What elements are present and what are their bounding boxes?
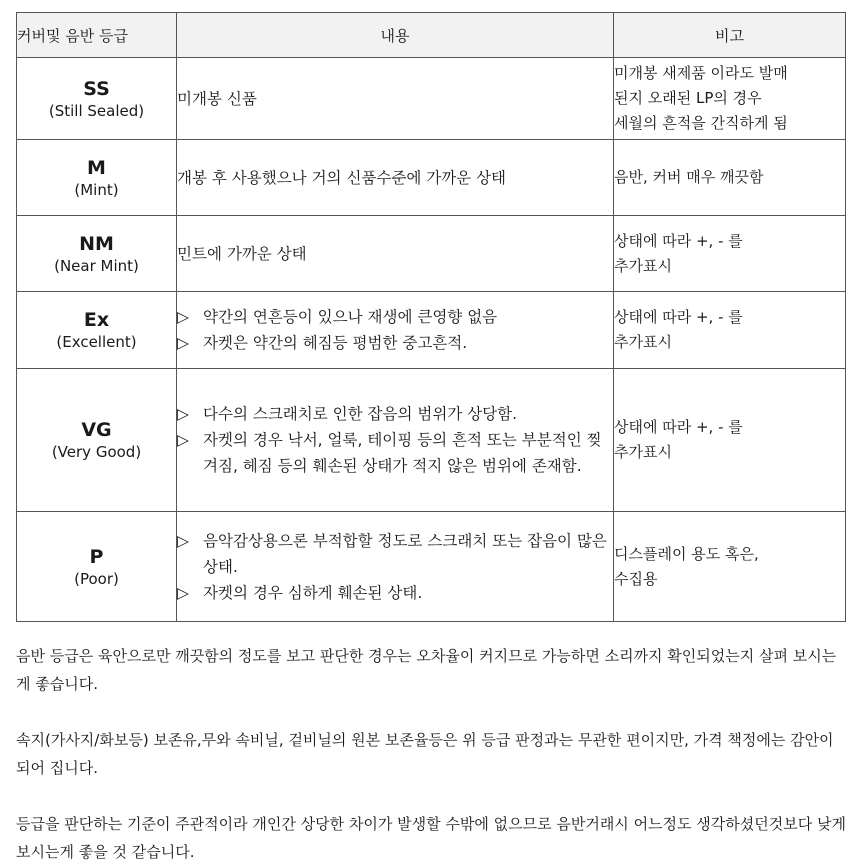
content-item [177,304,613,330]
header-content: 내용 [177,13,614,58]
grade-cell [17,512,177,622]
content-cell [177,369,614,512]
note-line: 추가표시 [614,256,672,275]
content-text: 민트에 가까운 상태 [177,244,307,263]
content-item [177,241,613,267]
triangle-bullet-icon: ▷ [177,431,189,449]
table-row [17,369,846,512]
grade-full-name: (Poor) [74,569,119,588]
table-row [17,292,846,369]
content-cell [177,512,614,622]
content-item [177,401,613,427]
paragraph-grading-note: 음반 등급은 육안으로만 깨끗함의 정도를 보고 판단한 경우는 오차율이 커지므로 가능하면 소리까지 확인되었는지 살펴 보시는게 좋습니다. [16,647,837,693]
grade-cell [17,140,177,216]
note-line: 상태에 따라 +, - 를 [614,308,743,326]
grade-cell [17,216,177,292]
note-line: 수집용 [614,569,658,588]
paragraph-subjectivity-note: 등급을 판단하는 기준이 주관적이라 개인간 상당한 차이가 발생할 수밖에 없으므로 음반거래시 어느정도 생각하셨던것보다 낮게 보시는게 좋을 것 같습니다. [16,815,846,861]
content-text: 개봉 후 사용했으나 거의 신품수준에 가까운 상태 [177,168,507,187]
grade-code: M [87,156,106,179]
note-line: 미개봉 새제품 이라도 발매 [614,64,788,82]
note-line: 세월의 흔적을 간직하게 됨 [614,114,788,132]
triangle-bullet-icon: ▷ [177,405,189,423]
table-row [17,216,846,292]
table-row [17,140,846,216]
content-item [177,580,613,606]
grade-code: VG [81,419,112,441]
grade-full-name: (Still Sealed) [48,101,145,120]
content-item [177,427,613,479]
note-line: 된지 오래된 LP의 경우 [614,89,762,107]
content-cell [177,216,614,292]
note-line: 상태에 따라 +, - 를 [614,418,743,436]
content-text: 자켓은 약간의 헤짐등 평범한 중고흔적. [203,334,468,352]
triangle-bullet-icon: ▷ [177,531,189,550]
content-item [177,86,613,112]
paragraph-inserts-note: 속지(가사지/화보등) 보존유,무와 속비닐, 겉비닐의 원본 보존율등은 위 등급 판정과는 무관한 편이지만, 가격 책정에는 감안이 되어 집니다. [16,731,834,777]
content-cell [177,58,614,140]
grade-full-name: (Mint) [74,180,119,199]
content-item [177,330,613,356]
table-row [17,512,846,622]
content-cell [177,140,614,216]
grade-full-name: (Excellent) [56,333,137,351]
table-row [17,58,846,140]
note-line: 추가표시 [614,333,672,351]
content-item [177,528,613,580]
triangle-bullet-icon: ▷ [177,308,189,326]
note-line: 추가표시 [614,443,672,461]
triangle-bullet-icon: ▷ [177,334,189,352]
grade-full-name: (Very Good) [51,443,142,461]
grade-code: P [89,545,104,568]
note-cell [614,292,846,369]
header-note: 비고 [614,13,846,58]
grade-full-name: (Near Mint) [54,256,139,275]
grade-cell [17,292,177,369]
note-cell [614,140,846,216]
note-cell [614,216,846,292]
header-grade: 커버및 음반 등급 [17,13,177,58]
grade-cell [17,58,177,140]
grade-code: NM [79,232,114,255]
content-text: 음악감상용으론 부적합할 정도로 스크래치 또는 잡음이 많은 상태. [203,531,607,576]
triangle-bullet-icon: ▷ [177,583,189,602]
note-line: 음반, 커버 매우 깨끗함 [614,168,764,186]
grade-code: SS [83,77,110,100]
grade-code: Ex [83,309,110,331]
note-cell [614,369,846,512]
content-item [177,165,613,191]
content-text: 자켓의 경우 낙서, 얼룩, 테이핑 등의 흔적 또는 부분적인 찢겨짐, 헤짐 등의 훼손된 상태가 적지 않은 범위에 존재함. [203,431,602,475]
grade-cell [17,369,177,512]
note-line: 디스플레이 용도 혹은, [614,544,759,563]
grade-table [16,12,846,622]
note-cell [614,512,846,622]
content-text: 약간의 연흔등이 있으나 재생에 큰영향 없음 [203,308,498,326]
content-text: 자켓의 경우 심하게 훼손된 상태. [203,583,423,602]
content-text: 다수의 스크래치로 인한 잡음의 범위가 상당함. [203,405,518,423]
content-cell [177,292,614,369]
header-row [17,13,846,58]
content-text: 미개봉 신품 [177,89,257,108]
note-cell [614,58,846,140]
note-line: 상태에 따라 +, - 를 [614,231,743,250]
